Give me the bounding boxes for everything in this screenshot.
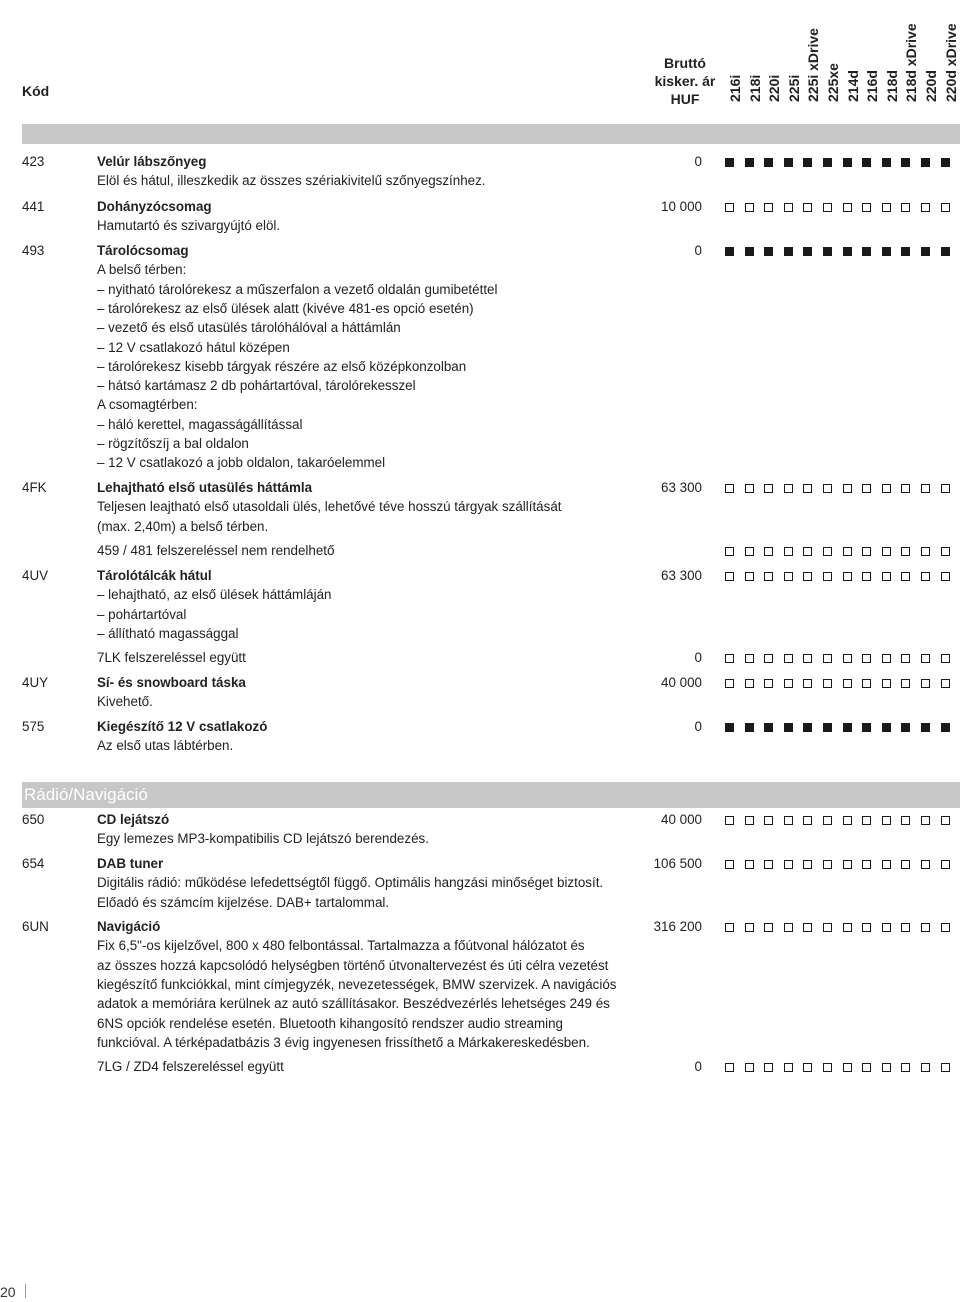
option-description-line: – rögzítőszíj a bal oldalon <box>97 436 249 451</box>
standard-mark-icon <box>725 247 734 256</box>
option-name: CD lejátszó <box>97 812 170 827</box>
availability-marks <box>722 917 960 937</box>
standard-mark-icon <box>882 723 891 732</box>
option-code: 575 <box>22 719 45 734</box>
option-price: 0 <box>694 650 702 665</box>
standard-mark-icon <box>823 723 832 732</box>
model-name: 220d xDrive <box>942 23 959 102</box>
option-description-line: adatok a memóriára kerülnek az autó szállításakor. Beszédvezérlés lehetséges 249 és <box>97 996 610 1012</box>
optional-mark-icon <box>901 816 910 825</box>
option-price: 10 000 <box>661 199 702 214</box>
optional-mark-icon <box>843 816 852 825</box>
optional-mark-icon <box>921 572 930 581</box>
option-price: 0 <box>694 1059 702 1074</box>
optional-mark-icon <box>745 572 754 581</box>
optional-mark-icon <box>823 572 832 581</box>
optional-mark-icon <box>823 203 832 212</box>
optional-mark-icon <box>725 484 734 493</box>
model-name: 225i xDrive <box>805 28 822 102</box>
optional-mark-icon <box>901 572 910 581</box>
table-row <box>0 673 960 693</box>
optional-mark-icon <box>784 547 793 556</box>
header-divider-bar <box>22 124 960 144</box>
optional-mark-icon <box>803 572 812 581</box>
optional-mark-icon <box>882 860 891 869</box>
optional-mark-icon <box>862 1063 871 1072</box>
standard-mark-icon <box>941 247 950 256</box>
optional-mark-icon <box>901 1063 910 1072</box>
option-description-line: – tárolórekesz kisebb tárgyak részére az első középkonzolban <box>97 358 467 374</box>
option-name: Kiegészítő 12 V csatlakozó <box>97 719 268 734</box>
optional-mark-icon <box>882 816 891 825</box>
price-header-line: Bruttó <box>664 55 706 71</box>
optional-mark-icon <box>803 679 812 688</box>
optional-mark-icon <box>764 923 773 932</box>
optional-mark-icon <box>901 484 910 493</box>
standard-mark-icon <box>862 723 871 732</box>
optional-mark-icon <box>901 923 910 932</box>
availability-marks <box>722 648 960 668</box>
optional-mark-icon <box>882 203 891 212</box>
optional-mark-icon <box>862 816 871 825</box>
standard-mark-icon <box>745 158 754 167</box>
standard-mark-icon <box>941 158 950 167</box>
standard-mark-icon <box>921 247 930 256</box>
optional-mark-icon <box>745 547 754 556</box>
optional-mark-icon <box>803 654 812 663</box>
standard-mark-icon <box>843 247 852 256</box>
standard-mark-icon <box>843 158 852 167</box>
optional-mark-icon <box>862 654 871 663</box>
optional-mark-icon <box>764 679 773 688</box>
optional-mark-icon <box>941 547 950 556</box>
table-row <box>0 541 960 561</box>
optional-mark-icon <box>882 547 891 556</box>
option-description-line: Hamutartó és szivargyújtó elöl. <box>97 218 281 234</box>
option-price: 40 000 <box>661 675 702 690</box>
optional-mark-icon <box>921 816 930 825</box>
option-description-line: Teljesen leajtható első utasoldali ülés, lehetővé téve hosszú tárgyak szállítását <box>97 499 562 515</box>
standard-mark-icon <box>803 158 812 167</box>
standard-mark-icon <box>823 158 832 167</box>
optional-mark-icon <box>823 923 832 932</box>
optional-mark-icon <box>862 679 871 688</box>
optional-mark-icon <box>764 572 773 581</box>
section-bar <box>22 782 960 808</box>
option-code: 654 <box>22 856 45 871</box>
optional-mark-icon <box>941 1063 950 1072</box>
availability-marks <box>722 241 960 261</box>
optional-mark-icon <box>725 1063 734 1072</box>
optional-mark-icon <box>784 679 793 688</box>
model-name: 220d <box>923 70 939 102</box>
optional-mark-icon <box>725 572 734 581</box>
optional-mark-icon <box>862 484 871 493</box>
model-name: 218i <box>746 74 763 102</box>
optional-mark-icon <box>843 679 852 688</box>
optional-mark-icon <box>862 572 871 581</box>
option-name: Tárolótálcák hátul <box>97 568 212 583</box>
optional-mark-icon <box>764 484 773 493</box>
option-name: Dohányzócsomag <box>97 199 212 214</box>
option-description-line: Egy lemezes MP3-kompatibilis CD lejátszó berendezés. <box>97 831 429 847</box>
table-row <box>0 810 960 830</box>
optional-mark-icon <box>843 203 852 212</box>
option-name: Lehajtható első utasülés háttámla <box>97 480 313 495</box>
option-description-line: – állítható magassággal <box>97 625 239 641</box>
optional-mark-icon <box>843 923 852 932</box>
optional-mark-icon <box>921 1063 930 1072</box>
option-price: 0 <box>694 154 702 169</box>
option-code: 493 <box>22 243 45 258</box>
option-description-line: Fix 6,5"-os kijelzővel, 800 x 480 felbontással. Tartalmazza a főútvonal hálózatot és <box>97 938 585 954</box>
standard-mark-icon <box>803 723 812 732</box>
optional-mark-icon <box>843 860 852 869</box>
optional-mark-icon <box>803 1063 812 1072</box>
option-price: 0 <box>694 719 702 734</box>
table-row <box>0 566 960 586</box>
standard-mark-icon <box>862 158 871 167</box>
optional-mark-icon <box>725 923 734 932</box>
optional-mark-icon <box>803 860 812 869</box>
optional-mark-icon <box>901 203 910 212</box>
price-header-line: kisker. ár <box>654 73 716 89</box>
optional-mark-icon <box>745 654 754 663</box>
option-description-line: A csomagtérben: <box>97 397 198 413</box>
option-code: 6UN <box>22 919 49 934</box>
table-row <box>0 197 960 217</box>
option-description-line: az összes hozzá kapcsolódó helységben történő útvonaltervezést és úti célra vezetést <box>97 957 609 973</box>
option-name: Velúr lábszőnyeg <box>97 154 207 169</box>
optional-mark-icon <box>941 203 950 212</box>
table-row <box>0 241 960 261</box>
standard-mark-icon <box>823 247 832 256</box>
standard-mark-icon <box>803 247 812 256</box>
standard-mark-icon <box>882 247 891 256</box>
option-description-line: A belső térben: <box>97 262 187 278</box>
optional-mark-icon <box>725 203 734 212</box>
optional-mark-icon <box>764 816 773 825</box>
optional-mark-icon <box>784 860 793 869</box>
table-header <box>0 0 960 122</box>
optional-mark-icon <box>862 547 871 556</box>
optional-mark-icon <box>764 860 773 869</box>
availability-marks <box>722 478 960 498</box>
standard-mark-icon <box>725 723 734 732</box>
optional-mark-icon <box>764 654 773 663</box>
standard-mark-icon <box>764 723 773 732</box>
optional-mark-icon <box>921 923 930 932</box>
table-row <box>0 648 960 668</box>
optional-mark-icon <box>901 654 910 663</box>
table-row <box>0 717 960 737</box>
optional-mark-icon <box>745 203 754 212</box>
optional-mark-icon <box>843 572 852 581</box>
standard-mark-icon <box>921 158 930 167</box>
model-name: 216i <box>727 74 743 102</box>
price-column-header <box>636 54 734 108</box>
optional-mark-icon <box>764 547 773 556</box>
optional-mark-icon <box>784 484 793 493</box>
optional-mark-icon <box>725 654 734 663</box>
option-price: 40 000 <box>661 812 702 827</box>
section-title: Rádió/Navigáció <box>24 785 148 804</box>
standard-mark-icon <box>764 158 773 167</box>
optional-mark-icon <box>764 203 773 212</box>
option-code: 441 <box>22 199 45 214</box>
model-name: 225i <box>785 74 802 102</box>
table-row <box>0 152 960 172</box>
optional-mark-icon <box>803 484 812 493</box>
availability-marks <box>722 673 960 693</box>
option-description-line: Előadó és számcím kijelzése. DAB+ tartalommal. <box>97 894 390 910</box>
model-name: 218d xDrive <box>903 23 920 102</box>
model-name: 214d <box>844 70 861 102</box>
code-column-header: Kód <box>22 83 50 99</box>
optional-mark-icon <box>784 1063 793 1072</box>
availability-marks <box>722 152 960 172</box>
option-code: 4FK <box>22 480 47 495</box>
standard-mark-icon <box>901 247 910 256</box>
optional-mark-icon <box>941 484 950 493</box>
optional-mark-icon <box>823 654 832 663</box>
option-description-line: – vezető és első utasülés tárolóhálóval a háttámlán <box>97 320 401 336</box>
optional-mark-icon <box>803 203 812 212</box>
model-name: 218d <box>883 70 900 102</box>
option-description-line: Elöl és hátul, illeszkedik az összes szériakivitelű szőnyegszínhez. <box>97 173 486 189</box>
option-price: 63 300 <box>661 568 702 583</box>
option-note: 459 / 481 felszereléssel nem rendelhető <box>97 543 335 558</box>
optional-mark-icon <box>843 547 852 556</box>
option-description-line: – háló kerettel, magasságállítással <box>97 416 303 432</box>
page-number-rule <box>25 1284 26 1298</box>
option-code: 4UV <box>22 568 49 583</box>
optional-mark-icon <box>882 1063 891 1072</box>
optional-mark-icon <box>921 547 930 556</box>
option-price: 0 <box>694 243 702 258</box>
optional-mark-icon <box>941 816 950 825</box>
optional-mark-icon <box>941 572 950 581</box>
standard-mark-icon <box>745 247 754 256</box>
optional-mark-icon <box>901 679 910 688</box>
table-row <box>0 478 960 498</box>
option-description-line: – pohártartóval <box>97 606 187 622</box>
optional-mark-icon <box>745 923 754 932</box>
page-number: 20 <box>0 1284 16 1300</box>
optional-mark-icon <box>882 484 891 493</box>
model-name: 220i <box>766 74 783 102</box>
optional-mark-icon <box>803 923 812 932</box>
optional-mark-icon <box>882 654 891 663</box>
option-description-line: Az első utas lábtérben. <box>97 738 234 754</box>
option-description-line: – nyitható tárolórekesz a műszerfalon a vezető oldalán gumibetéttel <box>97 281 498 297</box>
optional-mark-icon <box>941 654 950 663</box>
optional-mark-icon <box>843 654 852 663</box>
availability-marks <box>722 810 960 830</box>
optional-mark-icon <box>764 1063 773 1072</box>
availability-marks <box>722 541 960 561</box>
optional-mark-icon <box>823 484 832 493</box>
option-code: 423 <box>22 154 45 169</box>
optional-mark-icon <box>882 679 891 688</box>
option-description-line: Digitális rádió: működése lefedettségtől függő. Optimális hangzási minőséget biztosít. <box>97 875 604 891</box>
optional-mark-icon <box>882 572 891 581</box>
optional-mark-icon <box>843 1063 852 1072</box>
optional-mark-icon <box>921 203 930 212</box>
optional-mark-icon <box>784 572 793 581</box>
option-description-line: kiegészítő funkciókkal, mint címjegyzék, nevezetességek, BMW szervizek. A navigációs <box>97 976 617 992</box>
standard-mark-icon <box>784 247 793 256</box>
optional-mark-icon <box>862 860 871 869</box>
optional-mark-icon <box>823 816 832 825</box>
optional-mark-icon <box>823 1063 832 1072</box>
option-name: Tárolócsomag <box>97 243 189 258</box>
optional-mark-icon <box>941 923 950 932</box>
optional-mark-icon <box>784 203 793 212</box>
optional-mark-icon <box>745 860 754 869</box>
option-description-line: – 12 V csatlakozó hátul középen <box>97 339 290 355</box>
availability-marks <box>722 717 960 737</box>
optional-mark-icon <box>862 923 871 932</box>
standard-mark-icon <box>784 158 793 167</box>
option-name: DAB tuner <box>97 856 164 871</box>
optional-mark-icon <box>823 679 832 688</box>
optional-mark-icon <box>921 679 930 688</box>
table-row <box>0 1057 960 1077</box>
standard-mark-icon <box>941 723 950 732</box>
option-description-line: – hátsó kartámasz 2 db pohártartóval, tárolórekesszel <box>97 378 416 394</box>
optional-mark-icon <box>784 654 793 663</box>
model-name: 225xe <box>825 63 841 102</box>
option-code: 650 <box>22 812 45 827</box>
optional-mark-icon <box>745 816 754 825</box>
option-description-line: 6NS opciók rendelése esetén. Bluetooth kihangosító rendszer audio streaming <box>97 1015 563 1031</box>
optional-mark-icon <box>725 679 734 688</box>
option-name: Navigáció <box>97 919 161 934</box>
optional-mark-icon <box>803 547 812 556</box>
optional-mark-icon <box>745 679 754 688</box>
availability-marks <box>722 197 960 217</box>
optional-mark-icon <box>921 654 930 663</box>
optional-mark-icon <box>823 547 832 556</box>
standard-mark-icon <box>764 247 773 256</box>
optional-mark-icon <box>725 860 734 869</box>
optional-mark-icon <box>941 860 950 869</box>
option-description-line: funkcióval. A térképadatbázis 3 évig ingyenesen frissíthető a Márkakereskedésben. <box>97 1034 590 1050</box>
table-row <box>0 854 960 874</box>
option-description-line: – 12 V csatlakozó a jobb oldalon, takaróelemmel <box>97 455 386 471</box>
option-description-line: – lehajtható, az első ülések háttámláján <box>97 587 332 603</box>
optional-mark-icon <box>784 923 793 932</box>
option-price: 106 500 <box>653 856 702 871</box>
optional-mark-icon <box>843 484 852 493</box>
optional-mark-icon <box>745 484 754 493</box>
standard-mark-icon <box>725 158 734 167</box>
option-note: 7LG / ZD4 felszereléssel együtt <box>97 1059 284 1074</box>
option-description-line: Kivehető. <box>97 694 153 710</box>
standard-mark-icon <box>901 158 910 167</box>
optional-mark-icon <box>941 679 950 688</box>
optional-mark-icon <box>862 203 871 212</box>
option-description-line: – tárolórekesz az első ülések alatt (kivéve 481-es opció esetén) <box>97 300 474 316</box>
option-code: 4UY <box>22 675 49 690</box>
option-price: 316 200 <box>653 919 702 934</box>
option-note: 7LK felszereléssel együtt <box>97 650 246 665</box>
availability-marks <box>722 566 960 586</box>
option-description-line: (max. 2,40m) a belső térben. <box>97 518 269 534</box>
model-name: 216d <box>864 70 881 102</box>
standard-mark-icon <box>784 723 793 732</box>
standard-mark-icon <box>901 723 910 732</box>
standard-mark-icon <box>843 723 852 732</box>
optional-mark-icon <box>803 816 812 825</box>
optional-mark-icon <box>784 816 793 825</box>
optional-mark-icon <box>921 860 930 869</box>
standard-mark-icon <box>921 723 930 732</box>
optional-mark-icon <box>921 484 930 493</box>
availability-marks <box>722 854 960 874</box>
optional-mark-icon <box>725 816 734 825</box>
optional-mark-icon <box>901 547 910 556</box>
optional-mark-icon <box>901 860 910 869</box>
option-name: Sí- és snowboard táska <box>97 675 246 690</box>
optional-mark-icon <box>725 547 734 556</box>
standard-mark-icon <box>862 247 871 256</box>
price-header-line: HUF <box>670 91 700 107</box>
standard-mark-icon <box>745 723 754 732</box>
availability-marks <box>722 1057 960 1077</box>
optional-mark-icon <box>823 860 832 869</box>
optional-mark-icon <box>745 1063 754 1072</box>
optional-mark-icon <box>882 923 891 932</box>
standard-mark-icon <box>882 158 891 167</box>
table-row <box>0 917 960 937</box>
option-price: 63 300 <box>661 480 702 495</box>
